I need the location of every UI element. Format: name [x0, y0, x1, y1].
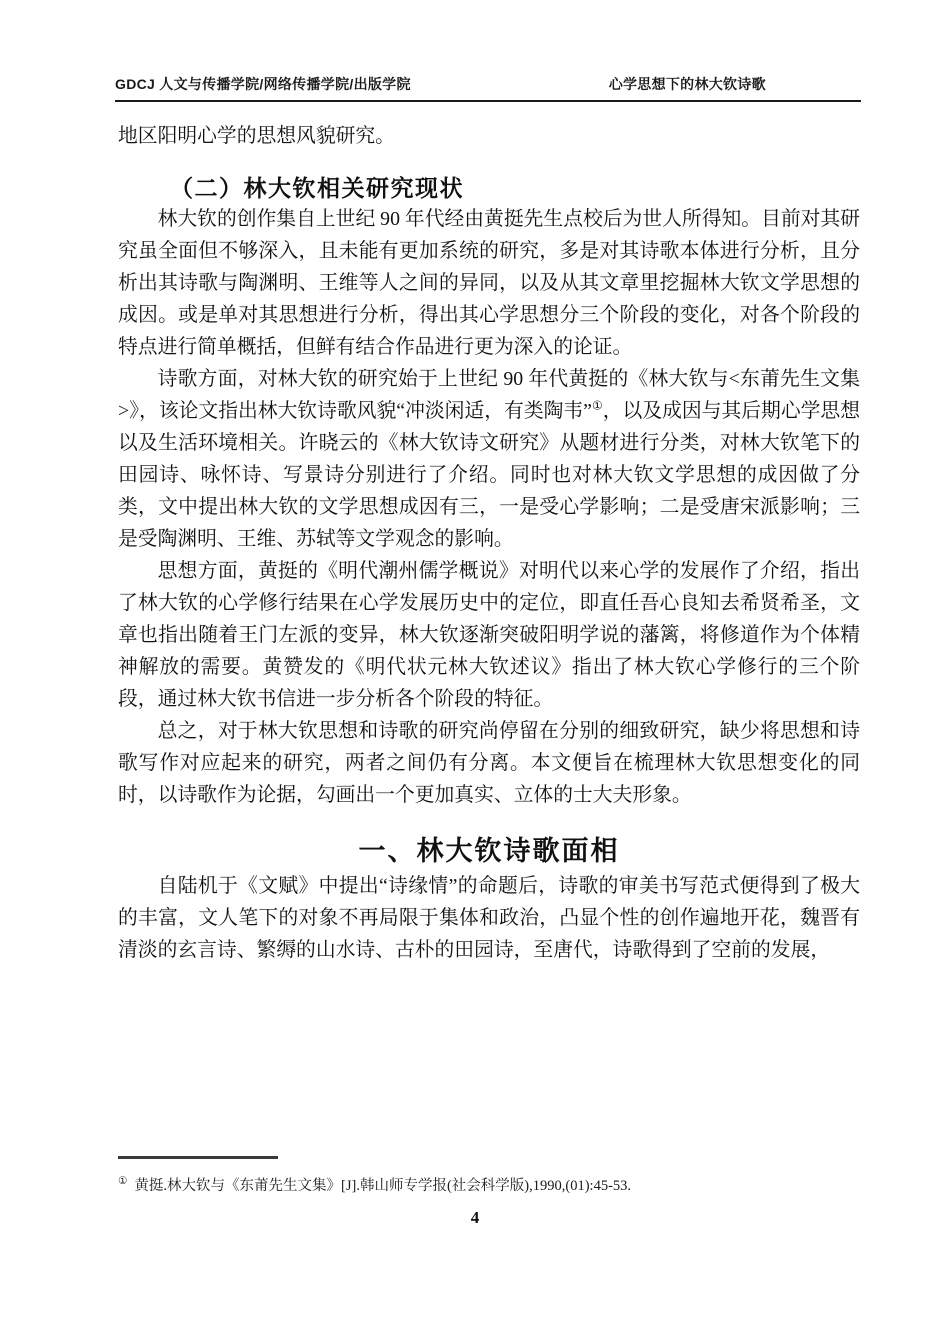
- body-text-column: [118, 120, 860, 966]
- page-header: [115, 74, 861, 102]
- paragraph: 林大钦的创作集自上世纪 90 年代经由黄挺先生点校后为世人所得知。目前对其研究虽全面但不够深入，且未能有更加系统的研究，多是对其诗歌本体进行分析，且分析出其诗歌与陶渊明、王维等人之间的异同，以及从其文章里挖掘林大钦文学思想的成因。或是单对其思想进行分析，得出其心学思想分三个阶段的变化，对各个阶段的特点进行简单概括，但鲜有结合作品进行更为深入的论证。: [118, 208, 860, 358]
- header-right-text: 心学思想下的林大钦诗歌: [608, 76, 766, 92]
- paragraph-text: 诗歌方面，对林大钦的研究始于上世纪 90 年代黄挺的《林大钦与<东莆先生文集>》，该论文指出林大钦诗歌风貌“冲淡闲适，有类陶韦”: [118, 368, 860, 422]
- footnote-text: 黄挺.林大钦与《东莆先生文集》[J].韩山师专学报(社会科学版),1990,(01):45-53.: [134, 1178, 632, 1194]
- paragraph: [118, 363, 860, 555]
- footnote-area: [118, 1156, 860, 1197]
- chapter-heading: 一、林大钦诗歌面相: [358, 836, 620, 866]
- footnote-separator-rule: [118, 1156, 278, 1159]
- paragraph: 总之，对于林大钦思想和诗歌的研究尚停留在分别的细致研究，缺少将思想和诗歌写作对应起来的研究，两者之间仍有分离。本文便旨在梳理林大钦思想变化的同时，以诗歌作为论据，勾画出一个更加真实、立体的士大夫形象。: [118, 720, 860, 806]
- paragraph: 自陆机于《文赋》中提出“诗缘情”的命题后，诗歌的审美书写范式便得到了极大的丰富，文人笔下的对象不再局限于集体和政治，凸显个性的创作遍地开花，魏晋有清淡的玄言诗、繁缛的山水诗、古朴的田园诗，至唐代，诗歌得到了空前的发展，: [118, 875, 860, 961]
- section-heading: （二）林大钦相关研究现状: [170, 175, 464, 201]
- footnote: [118, 1176, 860, 1197]
- page-number: 4: [470, 1208, 480, 1227]
- footnote-reference-superscript: ①: [591, 398, 603, 413]
- header-left-text: GDCJ 人文与传播学院/网络传播学院/出版学院: [115, 76, 411, 92]
- continuation-line: 地区阳明心学的思想风貌研究。: [118, 125, 395, 147]
- footnote-marker: ①: [118, 1176, 128, 1188]
- paragraph: 思想方面，黄挺的《明代潮州儒学概说》对明代以来心学的发展作了介绍，指出了林大钦的心学修行结果在心学发展历史中的定位，即直任吾心良知去希贤希圣，文章也指出随着王门左派的变异，林大钦逐渐突破阳明学说的藩篱，将修道作为个体精神解放的需要。黄赞发的《明代状元林大钦述议》指出了林大钦心学修行的三个阶段，通过林大钦书信进一步分析各个阶段的特征。: [118, 560, 860, 710]
- paragraph-text: ，以及成因与其后期心学思想以及生活环境相关。许晓云的《林大钦诗文研究》从题材进行分类，对林大钦笔下的田园诗、咏怀诗、写景诗分别进行了介绍。同时也对林大钦文学思想的成因做了分类，文中提出林大钦的文学思想成因有三，一是受心学影响；二是受唐宋派影响；三是受陶渊明、王维、苏轼等文学观念的影响。: [118, 400, 860, 550]
